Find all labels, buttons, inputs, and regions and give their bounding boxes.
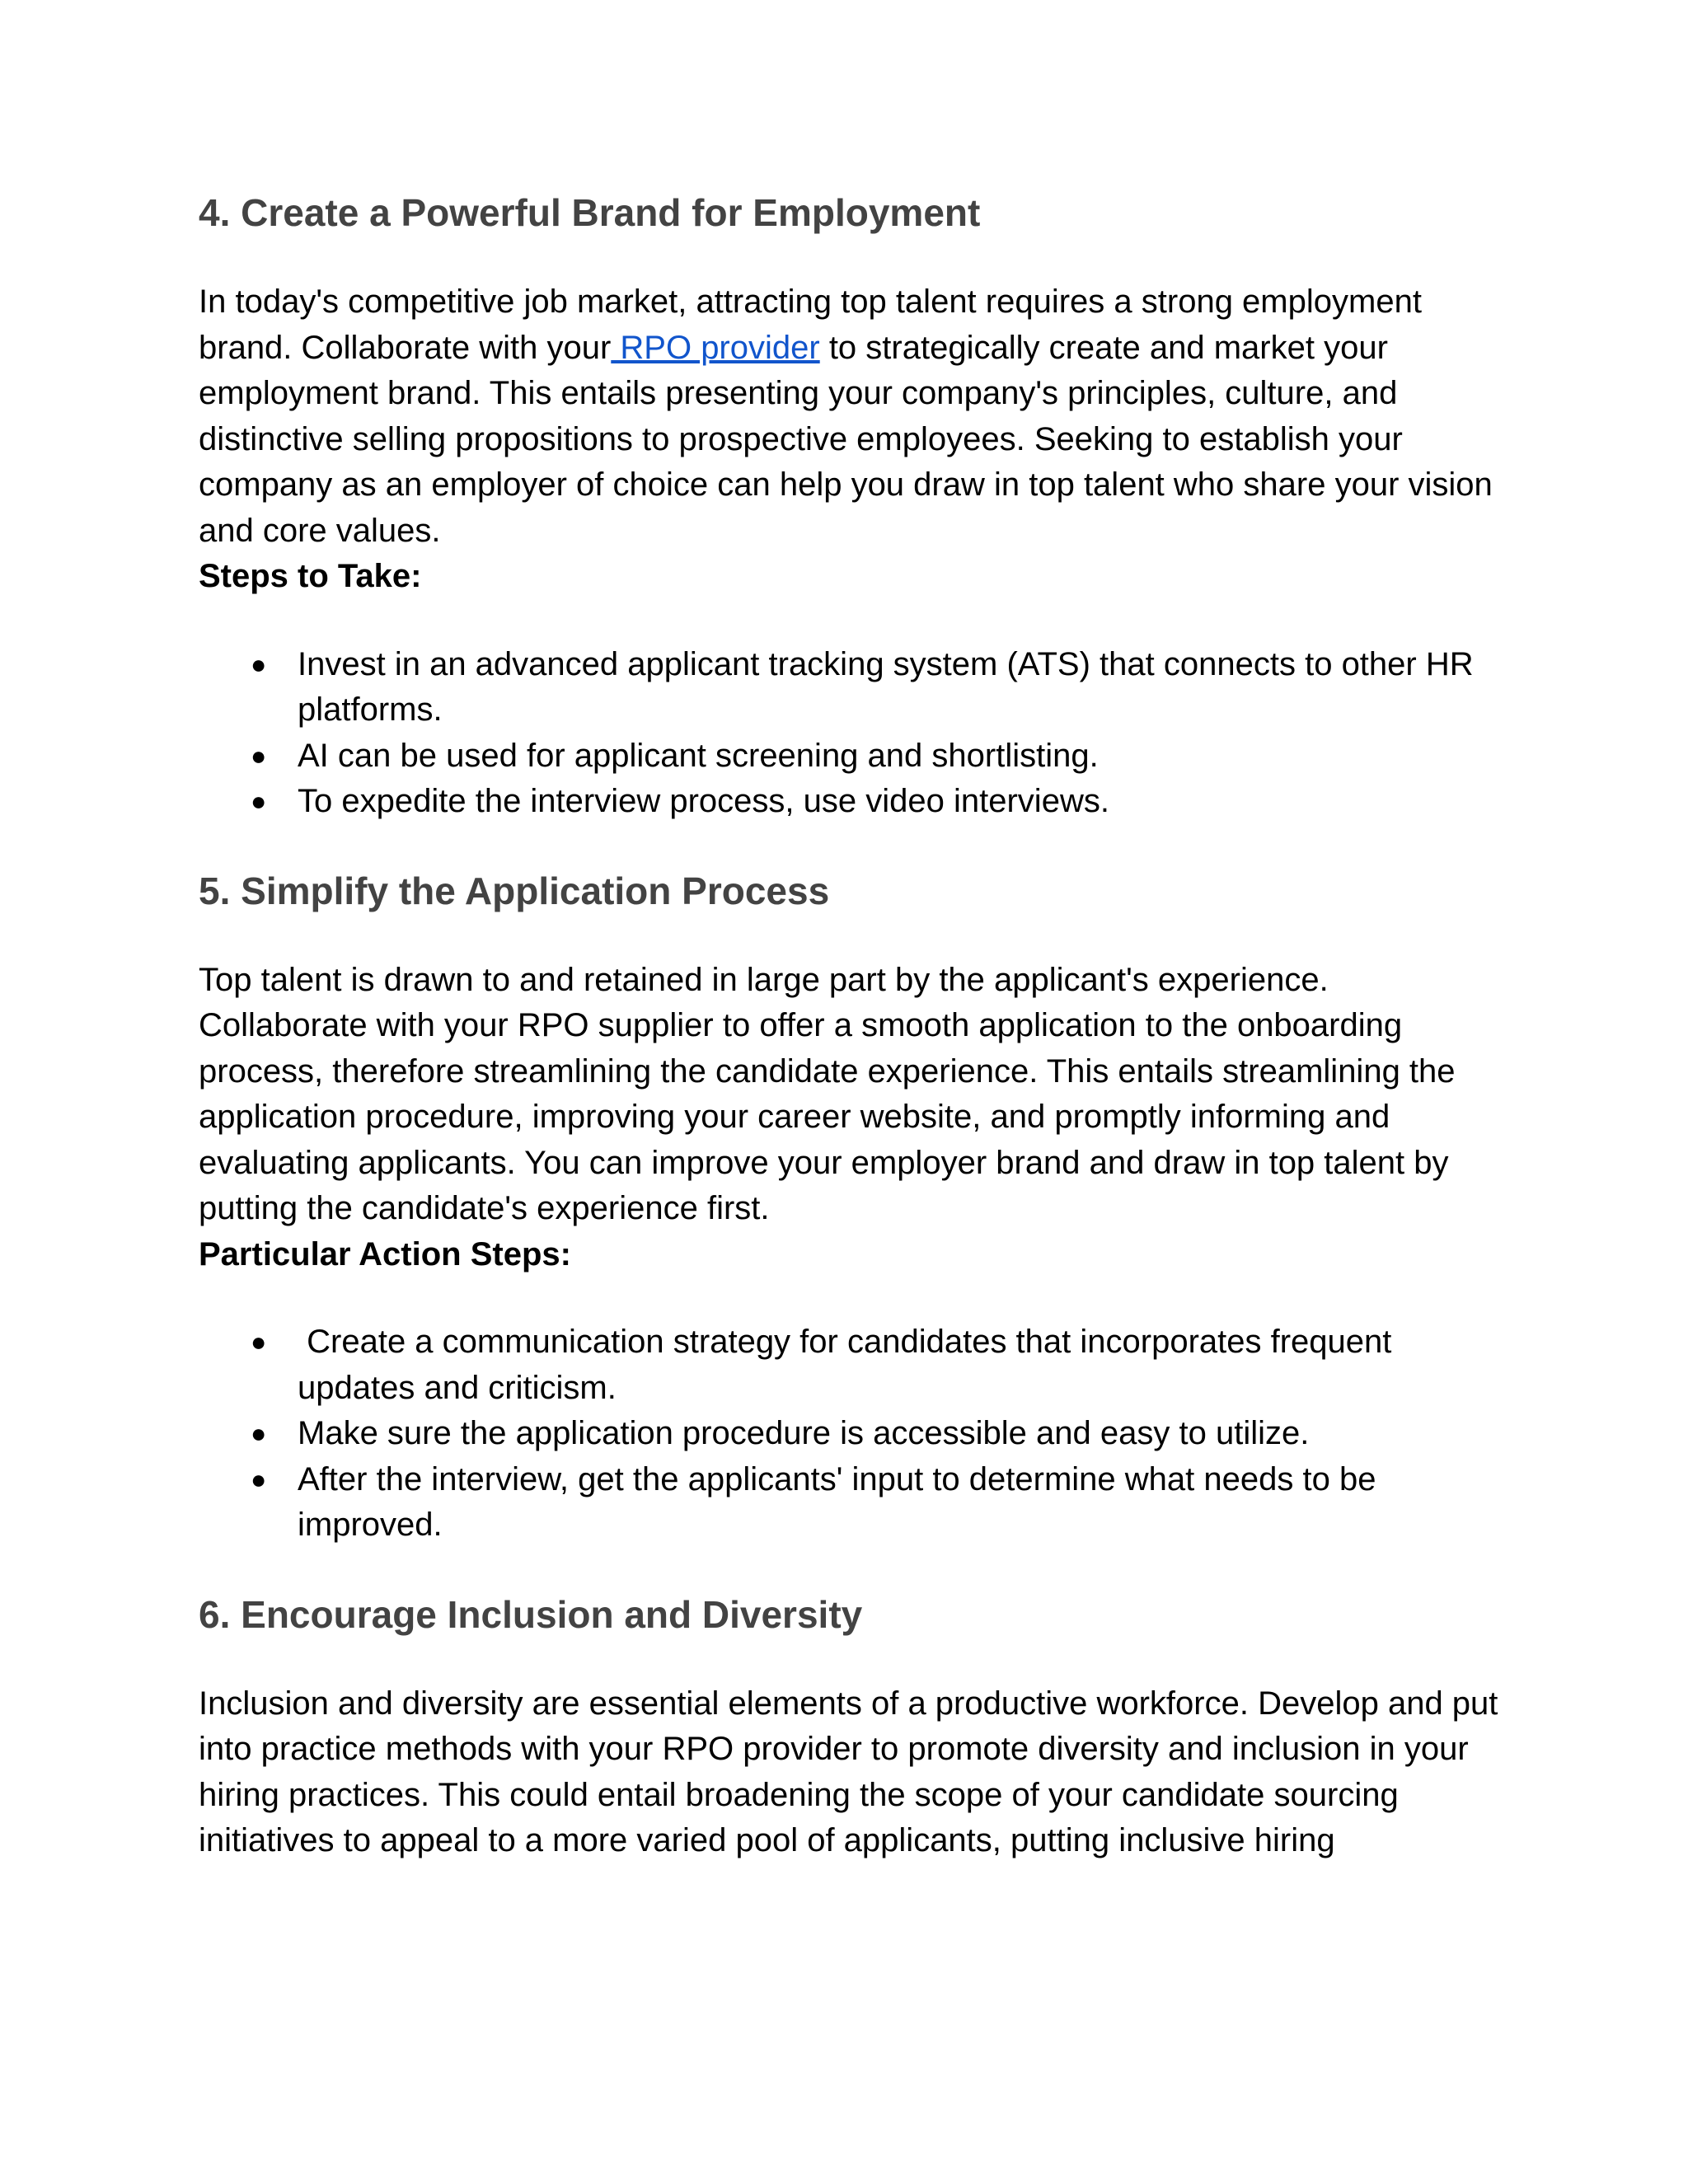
- list-item: [199, 1319, 1501, 1411]
- list-item: [199, 1411, 1501, 1457]
- bullet-icon: ●: [251, 1464, 267, 1494]
- section-6-heading: 6. Encourage Inclusion and Diversity: [199, 1592, 863, 1636]
- list-item: [199, 1457, 1501, 1549]
- bullet-icon: ●: [251, 1327, 267, 1357]
- section-4-steps-label: Steps to Take:: [199, 558, 422, 594]
- list-item-text: After the interview, get the applicants' input to determine what needs to be improved.: [298, 1460, 1376, 1543]
- section-4-text-after-link: to strategically create and market your employment brand. This entails presenting your company's principles, culture, and distinctive selling propositions to prospective employees. Seeking to establish your company as an employer of choice can help you draw in top talent who share your vision and core values.: [199, 329, 1493, 549]
- list-item-text: AI can be used for applicant screening and shortlisting.: [298, 737, 1099, 774]
- document-body: [199, 190, 1501, 1864]
- bullet-icon: ●: [251, 740, 267, 771]
- section-4-bullet-list: [199, 642, 1501, 825]
- section-5-heading: 5. Simplify the Application Process: [199, 869, 830, 912]
- section-5-steps-label: Particular Action Steps:: [199, 1235, 571, 1272]
- list-item: [199, 779, 1501, 825]
- section-6-paragraph: Inclusion and diversity are essential elements of a productive workforce. Develop and put into practice methods with your RPO provider to promote diversity and inclusion in your hiring practices. This could entail broadening the scope of your candidate sourcing initiatives to appeal to a more varied pool of applicants, putting inclusive hiring: [199, 1685, 1498, 1858]
- list-item: [199, 733, 1501, 780]
- bullet-icon: ●: [251, 649, 267, 679]
- bullet-icon: ●: [251, 1418, 267, 1448]
- section-5-bullet-list: [199, 1319, 1501, 1549]
- section-4-paragraph: [199, 279, 1501, 554]
- section-4-text-before-link: In today's competitive job market, attracting top talent requires a strong employment brand. Collaborate with your: [199, 284, 1422, 366]
- bullet-icon: ●: [251, 786, 267, 816]
- section-4-heading: 4. Create a Powerful Brand for Employment: [199, 191, 981, 234]
- section-5-paragraph: Top talent is drawn to and retained in large part by the applicant's experience. Collaborate with your RPO supplier to offer a smooth application to the onboarding process, therefore streamlining the candidate experience. This entails streamlining the application procedure, improving your career website, and promptly informing and evaluating applicants. You can improve your employer brand and draw in top talent by putting the candidate's experience first.: [199, 961, 1456, 1226]
- list-item-text: Make sure the application procedure is accessible and easy to utilize.: [298, 1415, 1310, 1451]
- list-item-text: Invest in an advanced applicant tracking system (ATS) that connects to other HR platforms.: [298, 645, 1474, 728]
- list-item-text: Create a communication strategy for candidates that incorporates frequent updates and criticism.: [298, 1324, 1401, 1406]
- list-item: [199, 642, 1501, 733]
- list-item-text: To expedite the interview process, use video interviews.: [298, 783, 1109, 819]
- rpo-provider-link[interactable]: RPO provider: [611, 329, 820, 366]
